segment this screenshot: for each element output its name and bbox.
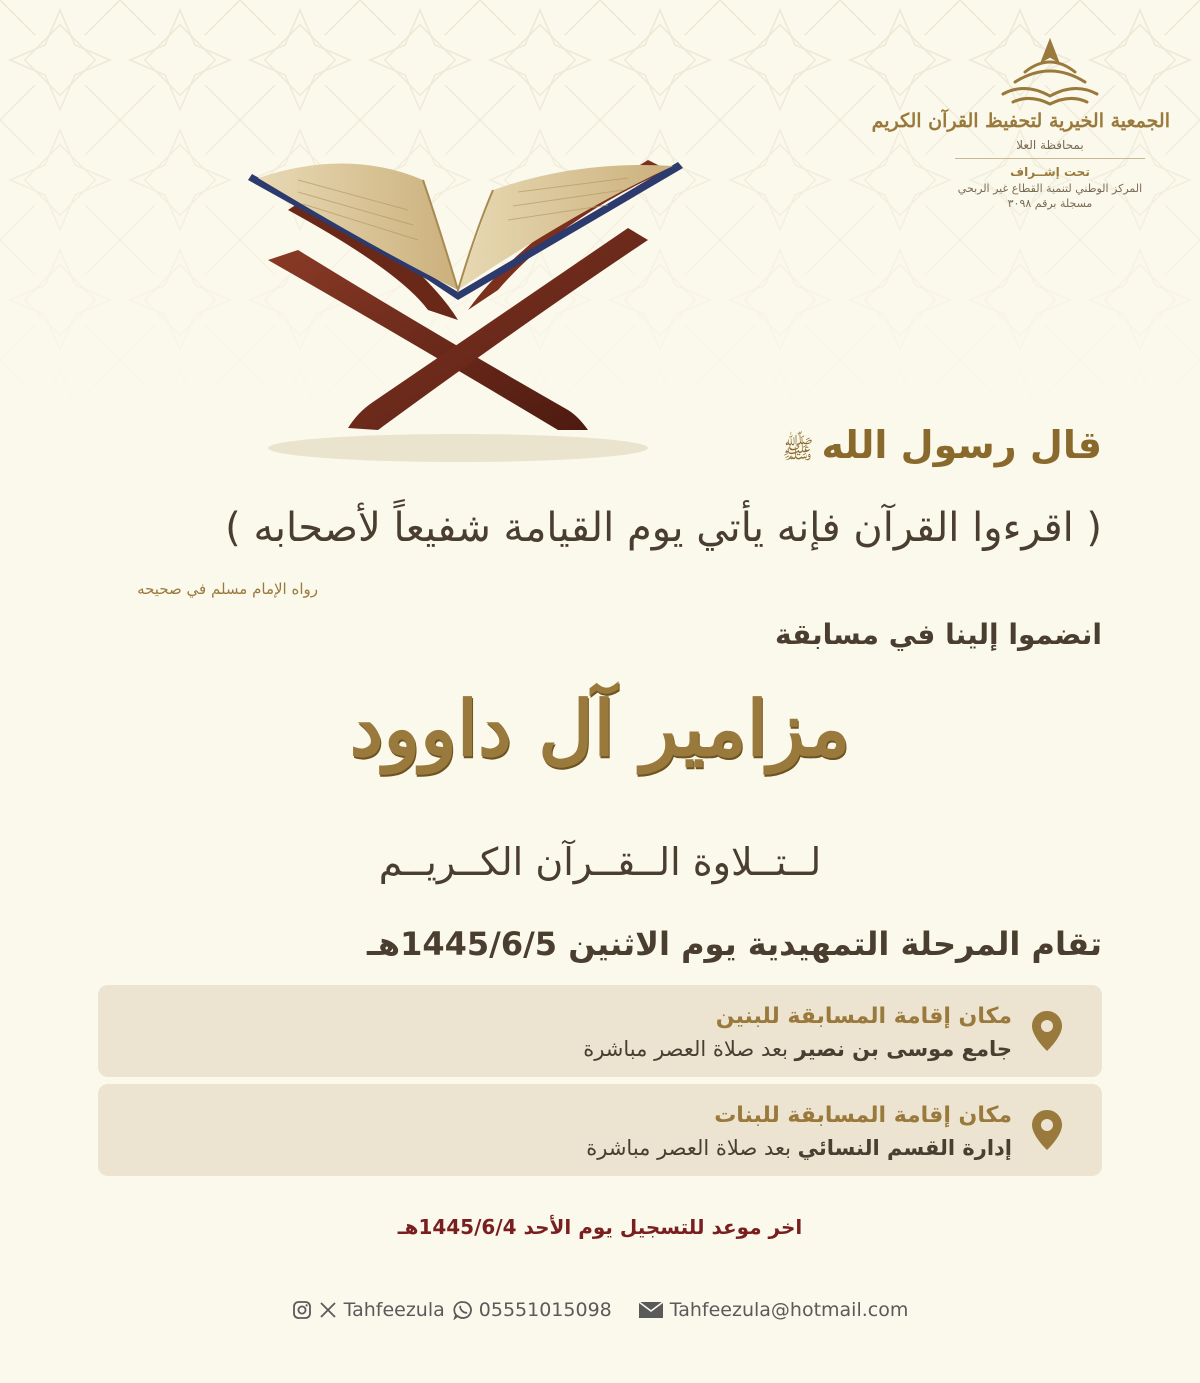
location-place: جامع موسى بن نصير	[794, 1037, 1012, 1061]
location-title: مكان إقامة المسابقة للبنات	[714, 1103, 1012, 1128]
location-time: بعد صلاة العصر مباشرة	[586, 1136, 798, 1160]
x-icon[interactable]	[318, 1300, 338, 1320]
location-pin-icon	[1032, 1110, 1062, 1150]
location-card-boys	[98, 985, 1102, 1077]
quran-stand-icon	[228, 150, 698, 470]
logo-name: الجمعية الخيرية لتحفيظ القرآن الكريم	[871, 110, 1170, 132]
logo-city: بمحافظة العلا	[1016, 138, 1084, 152]
registration-deadline: اخر موعد للتسجيل يوم الأحد 1445/6/4هـ	[397, 1215, 803, 1239]
email-contact[interactable]	[638, 1299, 909, 1321]
logo-icon	[995, 38, 1105, 108]
hadith-text: ( اقرءوا القرآن فإنه يأتي يوم القيامة شفيعاً لأصحابه )	[225, 505, 1102, 551]
location-details	[583, 1037, 1012, 1061]
logo-registration: مسجلة برقم ٣٠٩٨	[1007, 197, 1093, 210]
location-pin-icon	[1032, 1011, 1062, 1051]
whatsapp-number[interactable]: 05551015098	[478, 1299, 612, 1321]
competition-subtitle: لــتــلاوة الــقــرآن الكــريــم	[378, 840, 822, 884]
prophet-said-label: قال رسول الله	[821, 423, 1102, 467]
preliminary-date: تقام المرحلة التمهيدية يوم الاثنين 1445/6/5هـ	[366, 925, 1102, 963]
email-address[interactable]: Tahfeezula@hotmail.com	[669, 1299, 909, 1321]
social-handle[interactable]: Tahfeezula	[343, 1299, 445, 1321]
instagram-icon[interactable]	[292, 1300, 312, 1320]
logo-center: المركز الوطني لتنمية القطاع غير الربحي	[957, 182, 1143, 195]
whatsapp-contact[interactable]	[453, 1299, 612, 1321]
competition-title: مزامير آل داوود	[349, 684, 851, 773]
email-icon[interactable]	[638, 1301, 664, 1319]
contact-footer	[0, 1299, 1200, 1321]
location-title: مكان إقامة المسابقة للبنين	[715, 1004, 1012, 1029]
logo-divider	[955, 158, 1145, 159]
prophet-said	[782, 423, 1102, 471]
location-details	[586, 1136, 1012, 1160]
logo-supervision: تحت إشــراف	[1010, 165, 1090, 179]
pbuh-glyph: ﷺ	[782, 435, 814, 465]
location-place: إدارة القسم النسائي	[797, 1136, 1012, 1160]
organization-logo	[871, 38, 1170, 210]
social-contact[interactable]	[292, 1299, 445, 1321]
join-heading: انضموا إلينا في مسابقة	[774, 618, 1102, 651]
hadith-narrator: رواه الإمام مسلم في صحيحه	[137, 580, 318, 598]
location-card-girls	[98, 1084, 1102, 1176]
location-time: بعد صلاة العصر مباشرة	[583, 1037, 795, 1061]
whatsapp-icon[interactable]	[453, 1300, 473, 1320]
